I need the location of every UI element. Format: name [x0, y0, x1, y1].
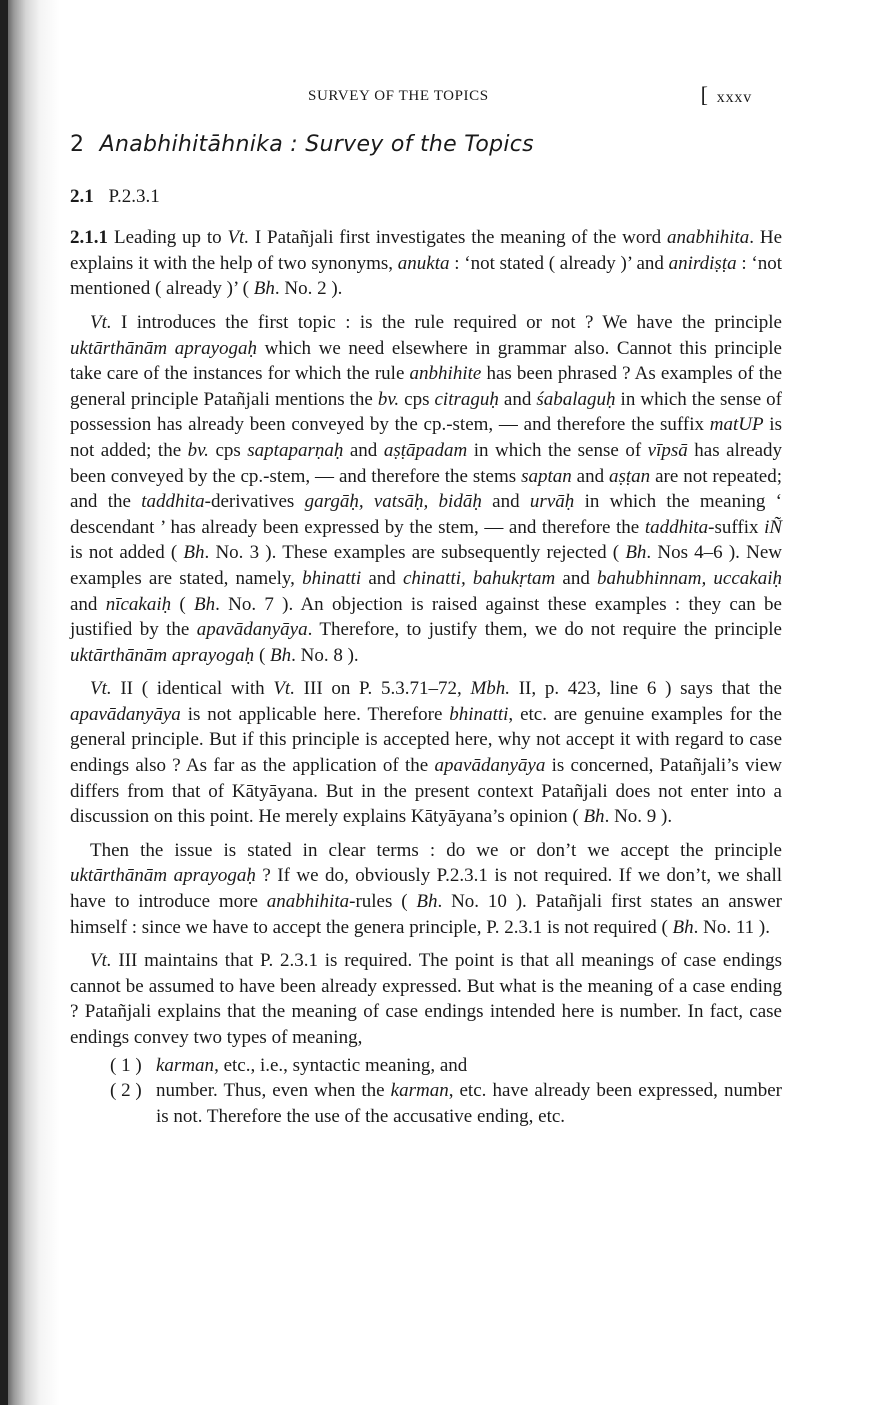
page-gutter-shadow	[0, 0, 70, 1405]
document-page	[70, 80, 782, 1129]
section-heading	[70, 184, 782, 210]
section-number: 2.1	[70, 185, 94, 207]
paragraph-4: Then the issue is stated in clear terms : do we or don’t we accept the principle uktārthānām aprayogaḥ ? If we do, obviously P.2.3.1 is not required. If we don’t, we shall have to introduce more anabhihita-rules ( Bh. No. 10 ). Patañjali first states an answer himself : since we have to accept the genera principle, P. 2.3.1 is not required ( Bh. No. 11 ).	[70, 839, 783, 938]
paragraph-number: 2.1.1	[70, 227, 108, 249]
meaning-list	[110, 1053, 782, 1130]
list-item	[110, 1078, 782, 1129]
paragraph-3: Vt. II ( identical with Vt. III on P. 5.3.71–72, Mbh. II, p. 423, line 6 ) says that the apavādanyāya is not applicable here. Therefore bhinatti, etc. are genuine examples for the general principle. But if this principle is accepted here, why not accept it with regard to case endings also ? As far as the application of the apavādanyāya is concerned, Patañjali’s view differs from that of Kātyāyana. But in the present context Patañjali does not enter into a discussion on this point. He merely explains Kātyāyana’s opinion ( Bh. No. 9 ).	[70, 678, 782, 828]
list-marker: ( 2 )	[110, 1080, 142, 1102]
paragraph-text: Leading up to Vt. I Patañjali first investigates the meaning of the word anabhihita. He explains it with the help of two synonyms, anukta : ‘not stated ( already )’ and anirdiṣṭa : ‘not mentioned ( already )’ ( Bh. No. 2 ).	[70, 227, 783, 300]
list-text: karman, etc., i.e., syntactic meaning, and	[156, 1054, 468, 1076]
section-title: P.2.3.1	[108, 185, 160, 207]
paragraph-5: Vt. III maintains that P. 2.3.1 is required. The point is that all meanings of case endings cannot be assumed to have been already expressed. But what is the meaning of a case ending ? Patañjali explains that the meaning of case endings intended here is number. In fact, case endings convey two types of meaning,	[70, 950, 782, 1048]
chapter-title: Anabhihitāhnika : Survey of the Topics	[99, 132, 534, 157]
list-item	[110, 1053, 782, 1079]
paragraph-1	[70, 225, 782, 302]
paragraph-2: Vt. I introduces the first topic : is the rule required or not ? We have the principle uktārthānām aprayogaḥ which we need elsewhere in grammar also. Cannot this principle take care of the instances for which the rule anbhihite has been phrased ? As examples of the general principle Patañjali mentions the bv. cps citraguḥ and śabalaguḥ in which the sense of possession has already been conveyed by the cp.-stem, — and therefore the suffix matUP is not added; the bv. cps saptaparṇaḥ and aṣṭāpadam in which the sense of vīpsā has already been conveyed by the cp.-stem, — and therefore the stems saptan and aṣṭan are not repeated; and the taddhita-derivatives gargāḥ, vatsāḥ, bidāḥ and urvāḥ in which the meaning ‘ descendant ’ has already been expressed by the stem, — and therefore the taddhita-suffix iÑ is not added ( Bh. No. 3 ). These examples are subsequently rejected ( Bh. Nos 4–6 ). New examples are stated, namely, bhinatti and chinatti, bahukṛtam and bahubhinnam, uccakaiḥ and nīcakaiḥ ( Bh. No. 7 ). An objection is raised against these examples : they can be justified by the apavādanyāya. Therefore, to justify them, we do not require the principle uktārthānām aprayogaḥ ( Bh. No. 8 ).	[70, 311, 783, 666]
list-text: number. Thus, even when the karman, etc. have already been expressed, number is not. Therefore the use of the accusative ending, etc.	[156, 1080, 782, 1127]
page-number-bracket: [	[700, 82, 709, 107]
chapter-heading	[70, 132, 782, 158]
running-head	[70, 80, 782, 107]
page-number-text: xxxv	[716, 89, 752, 106]
list-marker: ( 1 )	[110, 1054, 142, 1076]
page-number	[701, 82, 752, 111]
book-spine	[0, 0, 8, 1405]
chapter-number: 2	[70, 132, 85, 157]
running-title: SURVEY OF THE TOPICS	[308, 88, 489, 104]
